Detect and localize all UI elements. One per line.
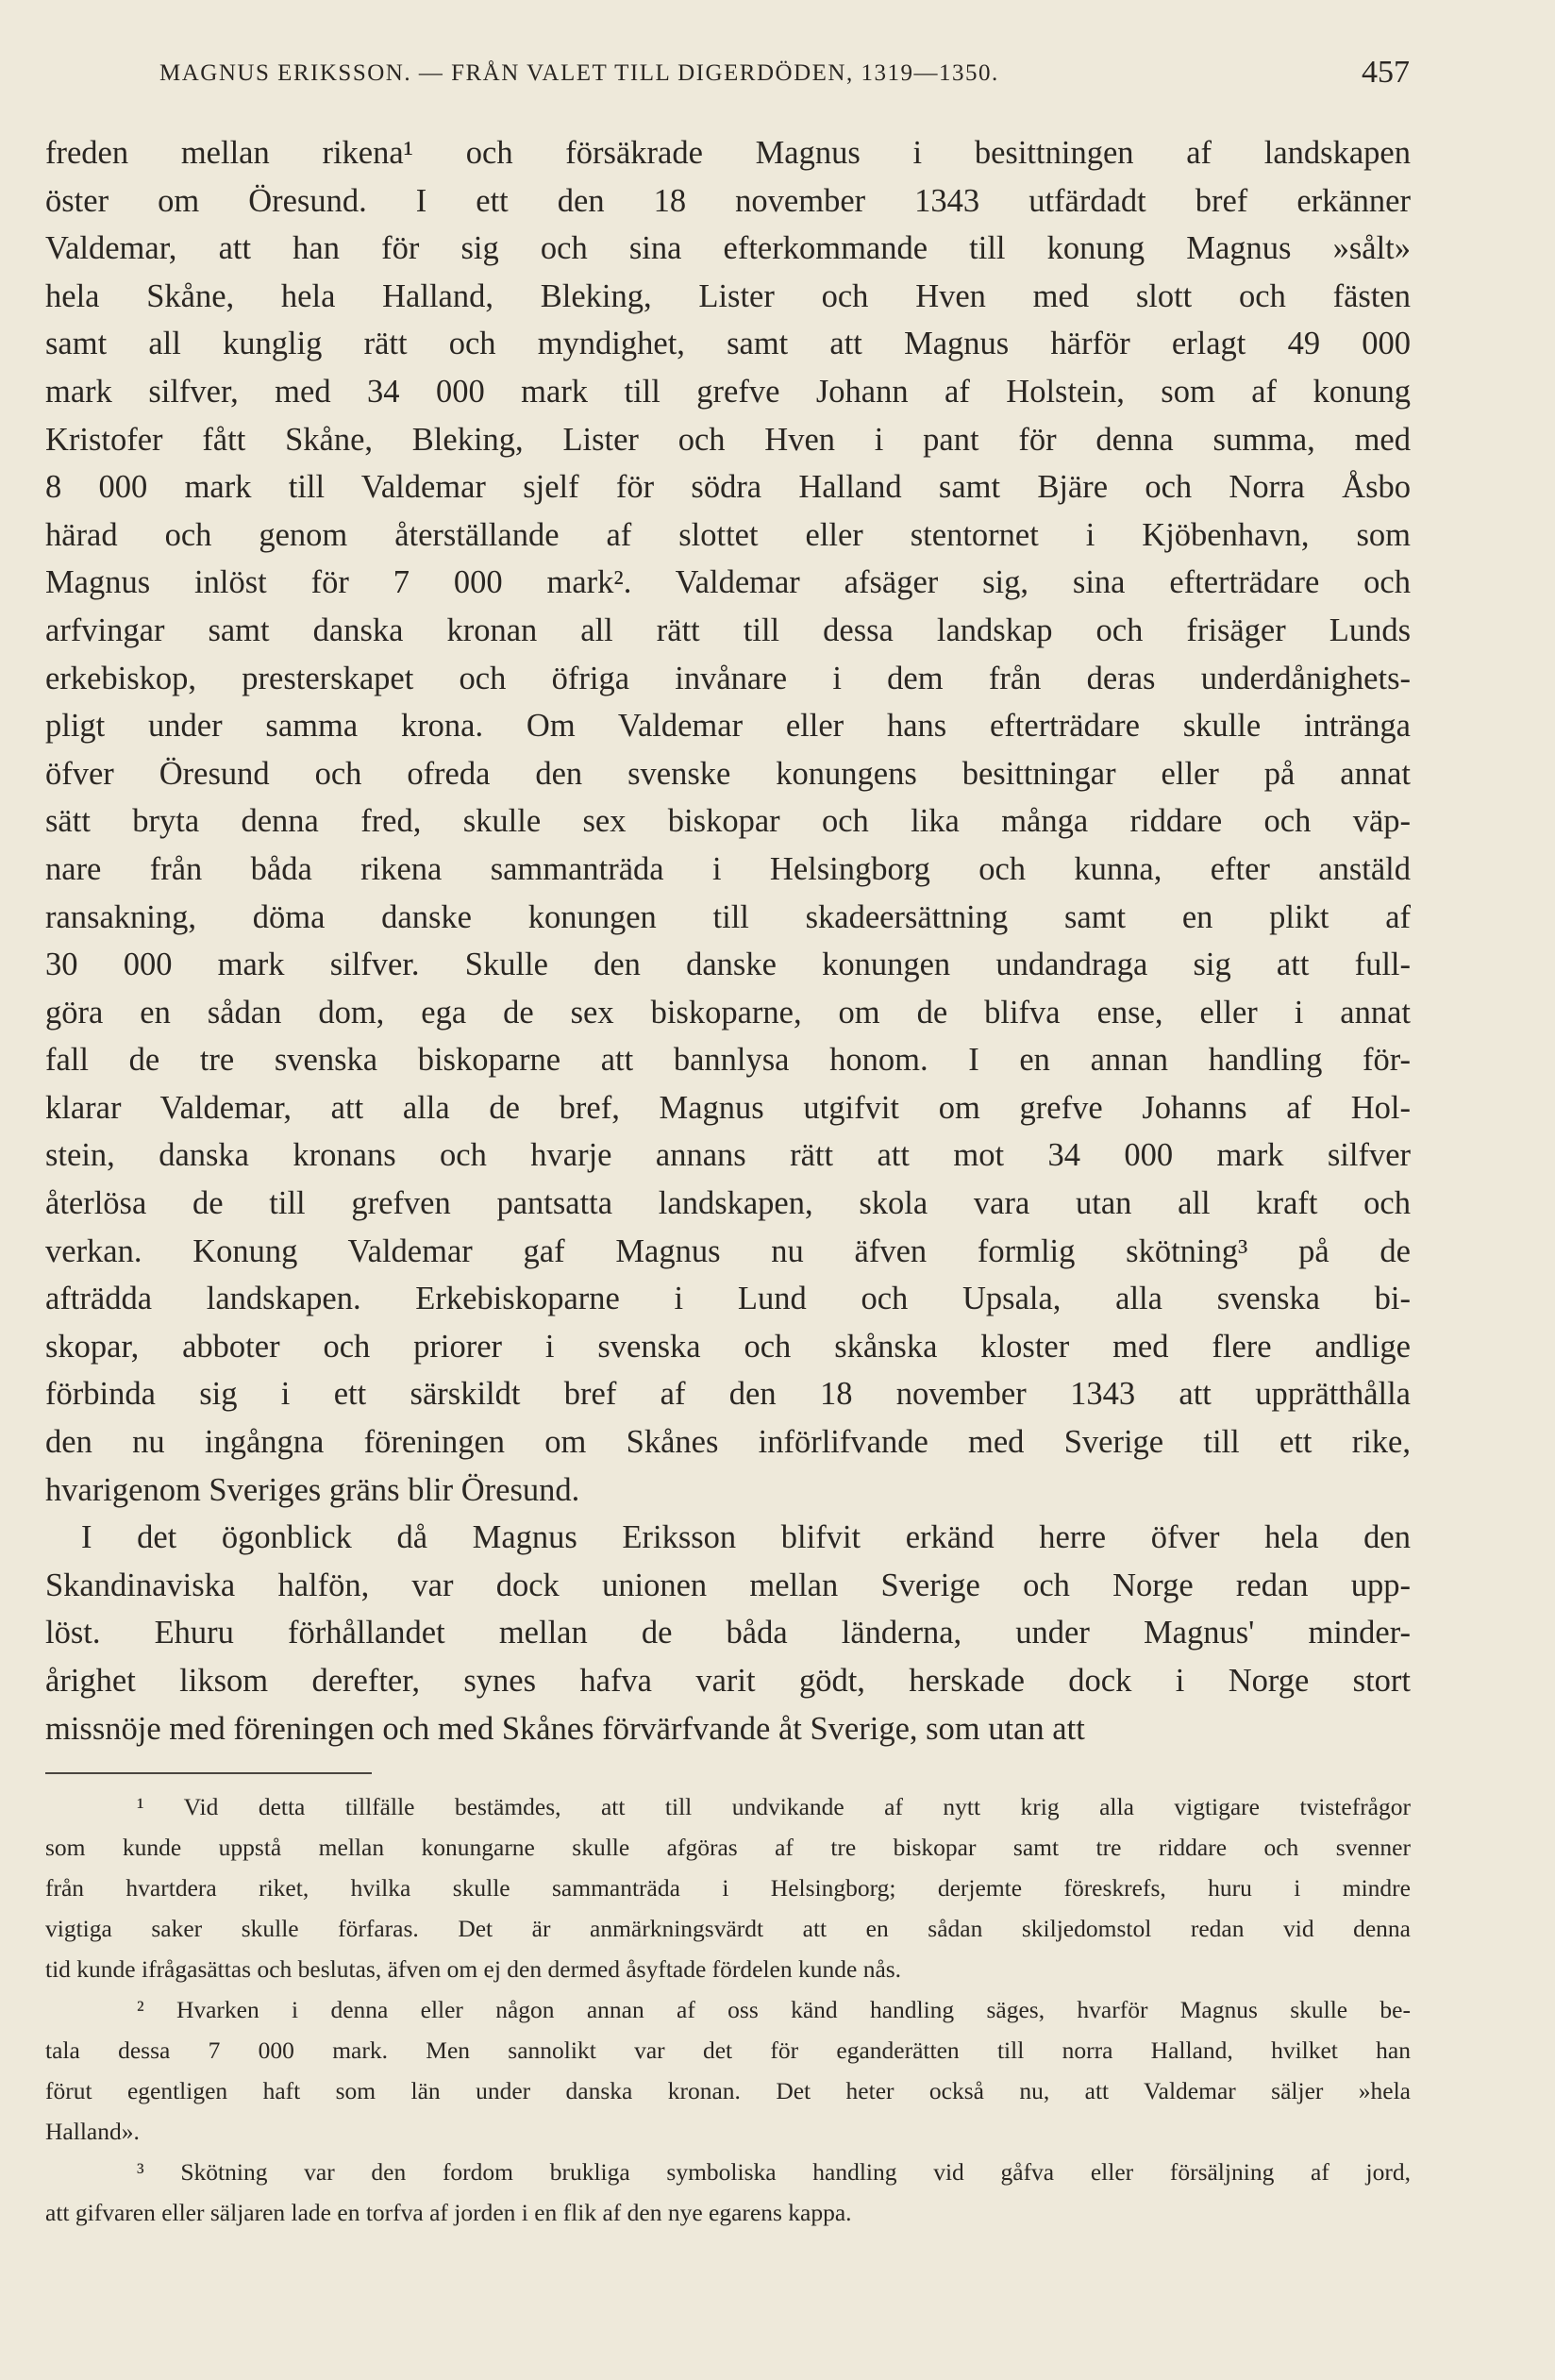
footnote-line: från hvartdera riket, hvilka skulle sammanträda i Helsingborg; derjemte föreskrefs, huru i mindre — [45, 1874, 1411, 1902]
text-line: förbinda sig i ett särskildt bref af den 18 november 1343 att upprätthålla — [45, 1376, 1411, 1413]
footnote-line: ² Hvarken i denna eller någon annan af oss känd handling säges, hvarför Magnus skulle be- — [137, 1996, 1411, 2023]
text-line: afträdda landskapen. Erkebiskoparne i Lund och Upsala, alla svenska bi- — [45, 1281, 1411, 1317]
footnote-2 — [45, 1989, 1411, 2152]
text-line: erkebiskop, presterskapet och öfriga invånare i dem från deras underdånighets- — [45, 660, 1411, 696]
text-line: I det ögonblick då Magnus Eriksson blifvit erkänd herre öfver hela den — [81, 1519, 1411, 1556]
text-line: klarar Valdemar, att alla de bref, Magnus utgifvit om grefve Johanns af Hol- — [45, 1089, 1411, 1126]
footnote-line: Halland». — [45, 2118, 140, 2145]
text-line: 8 000 mark till Valdemar sjelf för södra Halland samt Bjäre och Norra Åsbo — [45, 469, 1411, 506]
text-line: arfvingar samt danska kronan all rätt till dessa landskap och frisäger Lunds — [45, 612, 1411, 648]
text-line: öfver Öresund och ofreda den svenske konungens besittningar eller på annat — [45, 755, 1411, 792]
footnote-line: vigtiga saker skulle förfaras. Det är anmärkningsvärdt att en sådan skiljedomstol redan vid denna — [45, 1915, 1411, 1942]
text-line: återlösa de till grefven pantsatta landskapen, skola vara utan all kraft och — [45, 1185, 1411, 1222]
text-line: verkan. Konung Valdemar gaf Magnus nu äfven formlig skötning³ på de — [45, 1232, 1411, 1269]
running-title: MAGNUS ERIKSSON. — FRÅN VALET TILL DIGERDÖDEN, 1319—1350. — [159, 60, 999, 86]
text-line: Kristofer fått Skåne, Bleking, Lister och Hven i pant för denna summa, med — [45, 421, 1411, 458]
text-line: årighet liksom derefter, synes hafva varit gödt, herskade dock i Norge stort — [45, 1663, 1411, 1699]
text-line: härad och genom återställande af slottet eller stentornet i Kjöbenhavn, som — [45, 516, 1411, 553]
footnote-line: ¹ Vid detta tillfälle bestämdes, att till undvikande af nytt krig alla vigtigare tvistefrågor — [137, 1793, 1411, 1820]
text-line: missnöje med föreningen och med Skånes förvärfvande åt Sverige, som utan att — [45, 1710, 1085, 1747]
text-line: öster om Öresund. I ett den 18 november 1343 utfärdadt bref erkänner — [45, 182, 1411, 219]
text-line: mark silfver, med 34 000 mark till grefve Johann af Holstein, som af konung — [45, 373, 1411, 410]
text-line: göra en sådan dom, ega de sex biskoparne, om de blifva ense, eller i annat — [45, 994, 1411, 1031]
body-text — [45, 129, 1411, 1752]
footnotes — [45, 1786, 1411, 2233]
footnote-1 — [45, 1786, 1411, 1989]
running-header — [159, 55, 1410, 92]
text-line: samt all kunglig rätt och myndighet, samt att Magnus härför erlagt 49 000 — [45, 326, 1411, 362]
text-line: sätt bryta denna fred, skulle sex biskopar och lika många riddare och väp- — [45, 803, 1411, 840]
footnote-line: som kunde uppstå mellan konungarne skulle afgöras af tre biskopar samt tre riddare och svenner — [45, 1834, 1411, 1861]
text-line: hvarigenom Sveriges gräns blir Öresund. — [45, 1471, 580, 1508]
text-line: ransakning, döma danske konungen till skadeersättning samt en plikt af — [45, 898, 1411, 935]
text-line: den nu ingångna föreningen om Skånes införlifvande med Sverige till ett rike, — [45, 1424, 1411, 1461]
text-line: fall de tre svenska biskoparne att bannlysa honom. I en annan handling för- — [45, 1042, 1411, 1079]
footnote-3 — [45, 2152, 1411, 2233]
footnote-line: tala dessa 7 000 mark. Men sannolikt var det för eganderätten till norra Halland, hvilket han — [45, 2036, 1411, 2064]
footnote-line: ³ Skötning var den fordom brukliga symboliska handling vid gåfva eller försäljning af jord, — [137, 2158, 1411, 2186]
text-line: löst. Ehuru förhållandet mellan de båda länderna, under Magnus' minder- — [45, 1615, 1411, 1651]
text-line: freden mellan rikena¹ och försäkrade Magnus i besittningen af landskapen — [45, 135, 1411, 171]
text-line: skopar, abboter och priorer i svenska och skånska kloster med flere andlige — [45, 1328, 1411, 1365]
text-line: stein, danska kronans och hvarje annans rätt att mot 34 000 mark silfver — [45, 1137, 1411, 1174]
text-line: Magnus inlöst för 7 000 mark². Valdemar afsäger sig, sina efterträdare och — [45, 564, 1411, 601]
text-line: nare från båda rikena sammanträda i Helsingborg och kunna, efter anstäld — [45, 850, 1411, 887]
page-number: 457 — [1362, 55, 1410, 90]
text-line: pligt under samma krona. Om Valdemar eller hans efterträdare skulle intränga — [45, 708, 1411, 745]
text-line: hela Skåne, hela Halland, Bleking, Lister och Hven med slott och fästen — [45, 277, 1411, 314]
text-line: Valdemar, att han för sig och sina efterkommande till konung Magnus »sålt» — [45, 230, 1411, 267]
footnote-line: att gifvaren eller säljaren lade en torfva af jorden i en flik af den nye egarens kappa. — [45, 2199, 852, 2226]
footnote-divider — [45, 1772, 372, 1774]
footnote-line: förut egentligen haft som län under danska kronan. Det heter också nu, att Valdemar säljer »hela — [45, 2077, 1411, 2104]
text-line: 30 000 mark silfver. Skulle den danske konungen undandraga sig att full- — [45, 947, 1411, 983]
text-line: Skandinaviska halfön, var dock unionen mellan Sverige och Norge redan upp- — [45, 1567, 1411, 1603]
footnote-line: tid kunde ifrågasättas och beslutas, äfven om ej den dermed åsyftade fördelen kunde nås. — [45, 1955, 902, 1983]
